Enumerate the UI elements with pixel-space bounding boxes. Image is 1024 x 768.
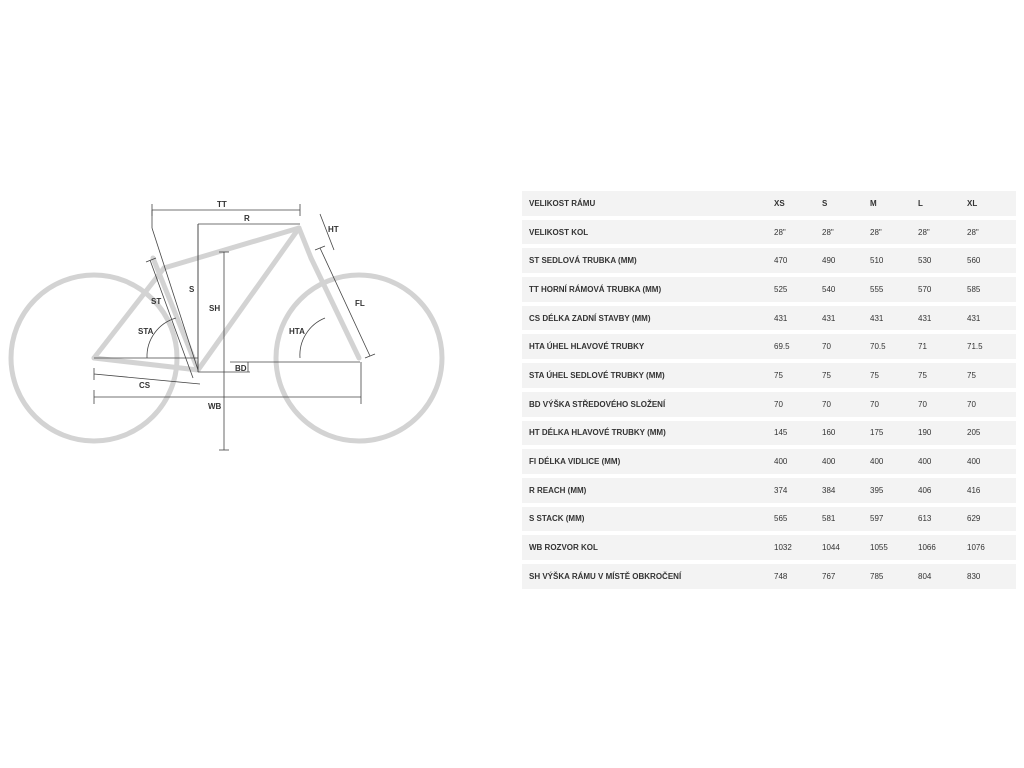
table-cell: 400 [774,449,822,474]
table-cell: 28" [918,220,967,245]
row-label: HTA ÚHEL HLAVOVÉ TRUBKY [522,334,774,359]
table-cell: 205 [967,421,1016,446]
table-cell: 1055 [870,535,918,560]
header-size-2: S [822,191,870,216]
table-cell: 540 [822,277,870,302]
table-cell: 70.5 [870,334,918,359]
table-cell: 525 [774,277,822,302]
table-cell: 70 [774,392,822,417]
down-tube [198,228,299,370]
label-wb: WB [208,402,222,411]
table-cell: 830 [967,564,1016,589]
table-cell: 75 [774,363,822,388]
table-row [522,220,1016,245]
table-row [522,421,1016,446]
table-cell: 570 [918,277,967,302]
table-cell: 400 [822,449,870,474]
table-cell: 510 [870,248,918,273]
table-cell: 530 [918,248,967,273]
table-cell: 395 [870,478,918,503]
chain-stay [94,358,198,370]
table-cell: 613 [918,507,967,532]
row-label: CS DÉLKA ZADNÍ STAVBY (MM) [522,306,774,331]
table-row [522,248,1016,273]
row-label: HT DÉLKA HLAVOVÉ TRUBKY (MM) [522,421,774,446]
label-fl: FL [355,299,365,308]
table-cell: 431 [822,306,870,331]
table-cell: 69.5 [774,334,822,359]
table-cell: 629 [967,507,1016,532]
bike-geometry-diagram [0,0,470,768]
table-cell: 804 [918,564,967,589]
row-label: TT HORNÍ RÁMOVÁ TRUBKA (MM) [522,277,774,302]
table-row [522,363,1016,388]
table-cell: 400 [918,449,967,474]
table-header-row [522,191,1016,216]
table-cell: 175 [870,421,918,446]
dimension-lines [94,204,375,450]
table-cell: 28" [822,220,870,245]
table-cell: 555 [870,277,918,302]
label-sta: STA [138,327,154,336]
table-cell: 767 [822,564,870,589]
label-tt: TT [217,200,227,209]
row-label: R REACH (MM) [522,478,774,503]
table-row [522,564,1016,589]
table-cell: 1066 [918,535,967,560]
table-row [522,392,1016,417]
table-row [522,277,1016,302]
table-cell: 70 [870,392,918,417]
table-cell: 400 [967,449,1016,474]
table-cell: 1076 [967,535,1016,560]
table-cell: 585 [967,277,1016,302]
table-cell: 581 [822,507,870,532]
frame [94,228,359,370]
table-cell: 75 [967,363,1016,388]
row-label: WB ROZVOR KOL [522,535,774,560]
table-cell: 28" [870,220,918,245]
table-cell: 406 [918,478,967,503]
table-row [522,507,1016,532]
row-label: FI DÉLKA VIDLICE (MM) [522,449,774,474]
table-cell: 431 [774,306,822,331]
header-size-5: XL [967,191,1016,216]
row-label: BD VÝŠKA STŘEDOVÉHO SLOŽENÍ [522,392,774,417]
row-label: S STACK (MM) [522,507,774,532]
label-st: ST [151,297,162,306]
table-cell: 785 [870,564,918,589]
header-size-1: XS [774,191,822,216]
table-row [522,535,1016,560]
table-cell: 597 [870,507,918,532]
header-size-4: L [918,191,967,216]
head-tube [299,228,311,258]
table-cell: 70 [822,392,870,417]
table-cell: 374 [774,478,822,503]
top-tube [164,228,299,268]
table-cell: 75 [870,363,918,388]
table-cell: 431 [918,306,967,331]
table-cell: 160 [822,421,870,446]
table-cell: 75 [822,363,870,388]
geometry-table [522,187,1016,593]
table-cell: 384 [822,478,870,503]
table-row [522,449,1016,474]
label-sh: SH [209,304,221,313]
table-cell: 70 [822,334,870,359]
table-cell: 1032 [774,535,822,560]
row-label: STA ÚHEL SEDLOVÉ TRUBKY (MM) [522,363,774,388]
table-cell: 71 [918,334,967,359]
table-cell: 560 [967,248,1016,273]
table-cell: 470 [774,248,822,273]
table-cell: 70 [967,392,1016,417]
table-cell: 70 [918,392,967,417]
table-cell: 28" [774,220,822,245]
table-cell: 565 [774,507,822,532]
table-cell: 75 [918,363,967,388]
label-ht: HT [328,225,339,234]
row-label: VELIKOST KOL [522,220,774,245]
table-row [522,306,1016,331]
row-label: SH VÝŠKA RÁMU V MÍSTĚ OBKROČENÍ [522,564,774,589]
label-s: S [189,285,195,294]
table-cell: 490 [822,248,870,273]
header-frame-size: VELIKOST RÁMU [522,191,774,216]
table-cell: 1044 [822,535,870,560]
table-cell: 748 [774,564,822,589]
row-label: ST SEDLOVÁ TRUBKA (MM) [522,248,774,273]
table-row [522,478,1016,503]
table-cell: 145 [774,421,822,446]
table-cell: 431 [967,306,1016,331]
table-cell: 28" [967,220,1016,245]
header-size-3: M [870,191,918,216]
table-cell: 71.5 [967,334,1016,359]
table-cell: 190 [918,421,967,446]
label-hta: HTA [289,327,305,336]
table-cell: 416 [967,478,1016,503]
label-r: R [244,214,250,223]
table-cell: 431 [870,306,918,331]
label-cs: CS [139,381,151,390]
label-bd: BD [235,364,247,373]
table-row [522,334,1016,359]
table-cell: 400 [870,449,918,474]
